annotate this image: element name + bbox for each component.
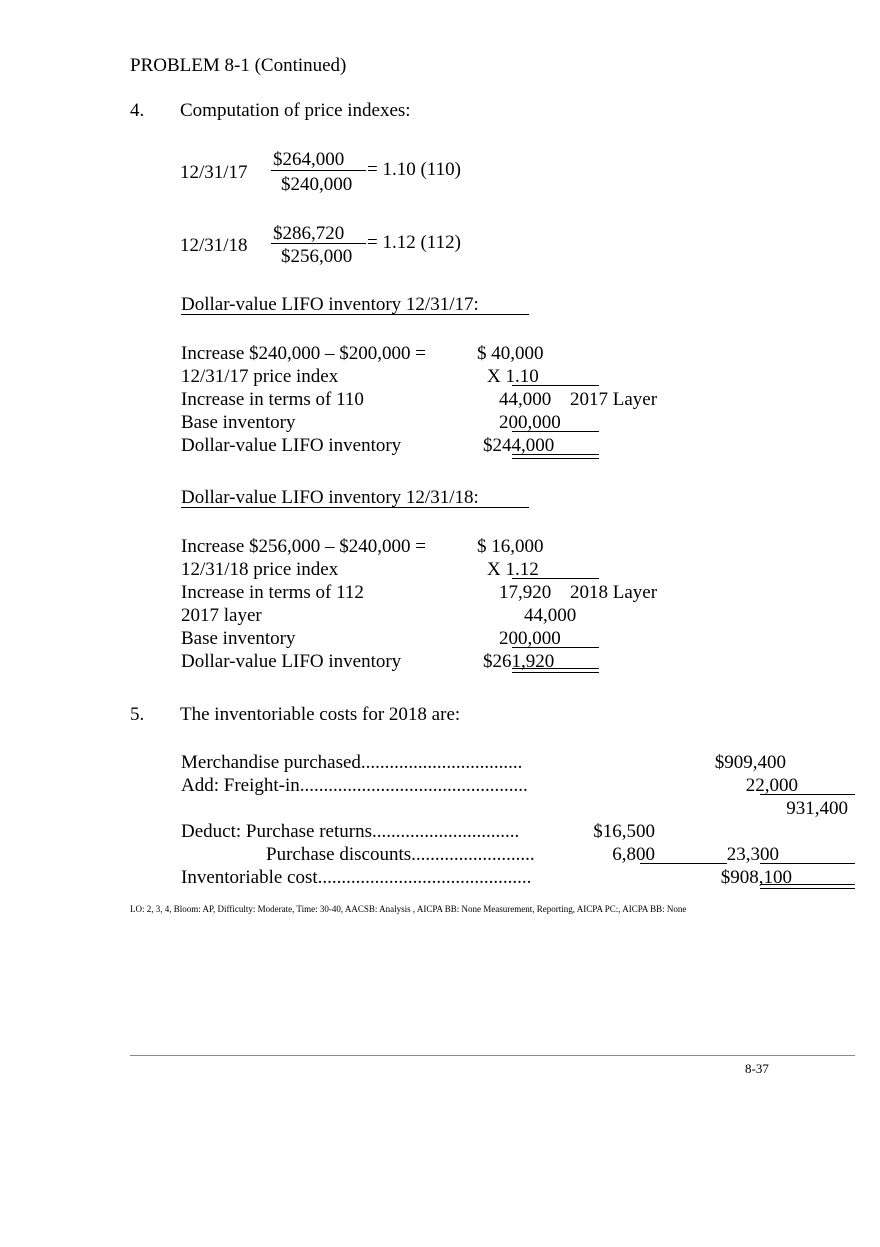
inventoriable-label: Inventoriable cost............................................. [181,867,532,888]
inventoriable-value: $908,100 [720,867,792,888]
heading-underline [181,507,529,508]
index-date: 12/31/18 [180,235,248,256]
row-value: $261,920 [483,651,555,672]
row-label: Dollar-value LIFO inventory [181,651,402,672]
index-date: 12/31/17 [180,162,248,183]
index-denominator: $256,000 [281,246,353,267]
freight-label: Add: Freight-in................................................ [181,775,528,796]
part5-number: 5. [130,704,145,725]
section-heading-lifo-2018: Dollar-value LIFO inventory 12/31/18: [181,487,479,508]
fraction-bar [271,243,366,244]
merchandise-value: $909,400 [714,752,786,773]
total-double-underline [760,884,855,889]
row-value: 44,000 [499,389,552,410]
merchandise-label: Merchandise purchased.................................. [181,752,523,773]
row-value: 44,000 [524,605,577,626]
total-double-underline [512,668,599,673]
index-denominator: $240,000 [281,174,353,195]
heading-underline [181,314,529,315]
row-label: 2017 layer [181,605,262,626]
page-number: 8-37 [745,1061,769,1076]
row-label: Dollar-value LIFO inventory [181,435,402,456]
footnote: LO: 2, 3, 4, Bloom: AP, Difficulty: Moderate, Time: 30-40, AACSB: Analysis , AICPA BB: None Measurement, Reporting, AICPA PC:, AICPA BB: None [130,904,687,914]
row-value: X 1.10 [487,366,539,387]
row-label: Base inventory [181,628,296,649]
discounts-label: Purchase discounts.......................... [266,844,535,865]
row-value: 17,920 [499,582,552,603]
row-value: X 1.12 [487,559,539,580]
footer-divider [130,1055,855,1056]
page-header: PROBLEM 8-1 (Continued) [130,55,347,76]
returns-value: $16,500 [593,821,655,842]
row-label: Increase $240,000 – $200,000 = [181,343,426,364]
row-label: Increase in terms of 112 [181,582,364,603]
row-value: $ 16,000 [477,536,544,557]
index-result: = 1.10 (110) [367,159,461,180]
part4-title: Computation of price indexes: [180,100,411,121]
total-double-underline [512,454,599,459]
row-label: Base inventory [181,412,296,433]
index-numerator: $286,720 [273,223,345,244]
returns-label: Deduct: Purchase returns............................... [181,821,520,842]
deductions-total: 23,300 [726,844,779,865]
row-value: 200,000 [499,412,561,433]
part5-title: The inventoriable costs for 2018 are: [180,704,461,725]
row-value: 200,000 [499,628,561,649]
fraction-bar [271,170,366,171]
value-underline [512,647,599,648]
discounts-value: 6,800 [612,844,655,865]
index-numerator: $264,000 [273,149,345,170]
value-underline [512,431,599,432]
row-label: Increase in terms of 110 [181,389,364,410]
row-value: $ 40,000 [477,343,544,364]
value-underline [512,578,599,579]
subtotal-value: 931,400 [786,798,848,819]
part4-number: 4. [130,100,145,121]
row-label: 12/31/18 price index [181,559,339,580]
row-label: Increase $256,000 – $240,000 = [181,536,426,557]
value-underline [640,863,727,864]
value-underline [760,794,855,795]
value-underline [512,385,599,386]
row-note: 2018 Layer [570,582,658,603]
index-result: = 1.12 (112) [367,232,461,253]
section-heading-lifo-2017: Dollar-value LIFO inventory 12/31/17: [181,294,479,315]
row-note: 2017 Layer [570,389,658,410]
row-label: 12/31/17 price index [181,366,339,387]
row-value: $244,000 [483,435,555,456]
freight-value: 22,000 [745,775,798,796]
value-underline [760,863,855,864]
